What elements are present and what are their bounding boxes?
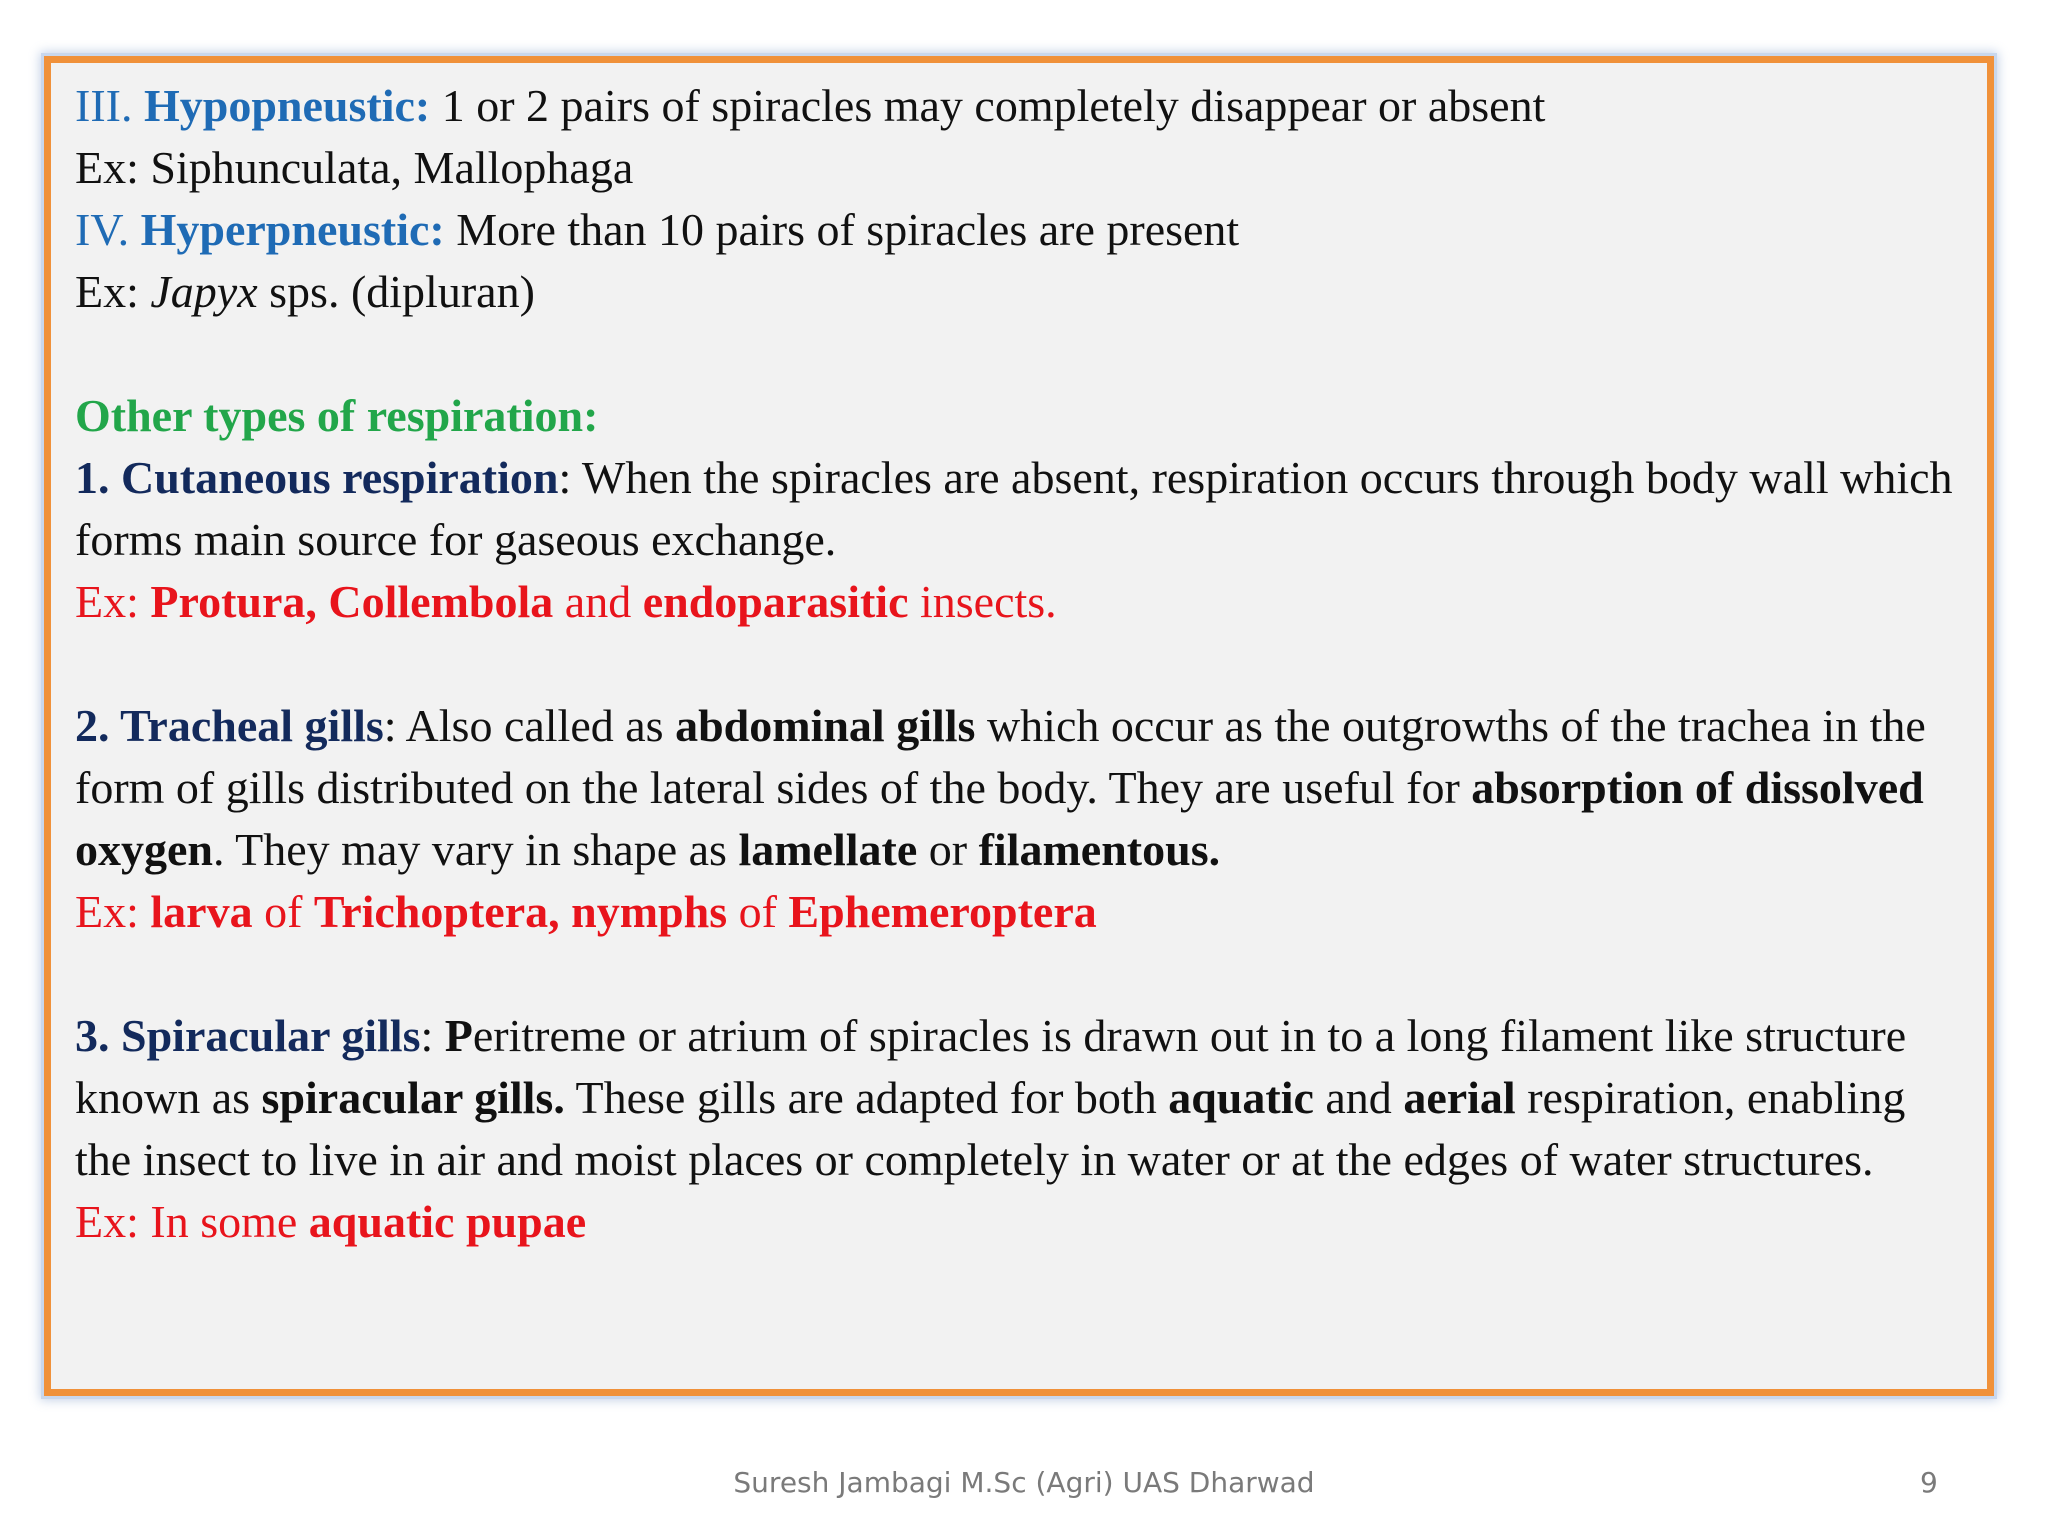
spiracular-ex-prefix: Ex: In some: [75, 1196, 309, 1247]
tracheal-ex-trichoptera: Trichoptera, nymphs: [313, 886, 728, 937]
spacer: [75, 943, 1967, 1005]
spiracular-bold-0: P: [444, 1010, 473, 1061]
spiracular-colon: :: [420, 1010, 445, 1061]
slide-content-box: [44, 56, 1994, 1396]
hyperpneustic-line: [75, 199, 1967, 261]
page-number: 9: [1920, 1466, 1938, 1499]
hyperpneustic-text: More than 10 pairs of spiracles are present: [444, 204, 1240, 255]
hyperpneustic-term: Hyperpneustic:: [140, 204, 445, 255]
tracheal-term: 2. Tracheal gills: [75, 700, 384, 751]
hypopneustic-example: Ex: Siphunculata, Mallophaga: [75, 142, 634, 193]
tracheal-ex-larva: larva: [150, 886, 253, 937]
hypopneustic-term: Hypopneustic:: [143, 80, 431, 131]
other-types-heading: Other types of respiration:: [75, 390, 599, 441]
genus-name: Japyx: [150, 266, 258, 317]
example-suffix: sps. (dipluran): [257, 266, 535, 317]
cutaneous-ex-suffix: insects.: [908, 576, 1057, 627]
spiracular-bold-1: spiracular gills.: [261, 1072, 565, 1123]
cutaneous-paragraph: [75, 447, 1967, 571]
spacer: [75, 633, 1967, 695]
tracheal-paragraph: [75, 695, 1967, 881]
cutaneous-example: [75, 571, 1967, 633]
tracheal-text-1: : Also called as: [383, 700, 676, 751]
tracheal-bold-4: filamentous.: [978, 824, 1221, 875]
hypopneustic-line: [75, 75, 1967, 137]
cutaneous-ex-prefix: Ex:: [75, 576, 151, 627]
footer-author: Suresh Jambagi M.Sc (Agri) UAS Dharwad: [733, 1466, 1315, 1499]
spiracular-paragraph: [75, 1005, 1967, 1191]
numeral-iv: IV.: [75, 204, 141, 255]
spacer: [75, 323, 1967, 385]
cutaneous-ex-mid: and: [553, 576, 643, 627]
spiracular-example: [75, 1191, 1967, 1253]
tracheal-ex-of-1: of: [252, 886, 314, 937]
cutaneous-text: : When the spiracles are absent, respiration occurs through body wall which forms main source for gaseous exchange.: [75, 452, 1953, 565]
numeral-iii: III.: [75, 80, 144, 131]
hyperpneustic-example: [75, 261, 1967, 323]
spiracular-text-1: eritreme or atrium of spiracles is drawn out in to a long filament like structure known as: [75, 1010, 1907, 1123]
spiracular-text-3: and: [1313, 1072, 1404, 1123]
hypopneustic-text: 1 or 2 pairs of spiracles may completely disappear or absent: [430, 80, 1546, 131]
tracheal-example: [75, 881, 1967, 943]
spiracular-bold-2: aquatic: [1168, 1072, 1314, 1123]
slide-body: [75, 75, 1967, 1253]
tracheal-text-4: or: [917, 824, 979, 875]
tracheal-bold-1: abdominal gills: [675, 700, 976, 751]
tracheal-ex-prefix: Ex:: [75, 886, 151, 937]
spiracular-text-4: respiration, enabling the insect to live in air and moist places or completely in water or at the edges of water structures.: [75, 1072, 1906, 1185]
spiracular-bold-3: aerial: [1403, 1072, 1516, 1123]
tracheal-text-2: which occur as the outgrowths of the trachea in the form of gills distributed on the lateral sides of the body. They are useful for: [75, 700, 1926, 813]
tracheal-bold-3: lamellate: [738, 824, 918, 875]
example-prefix: Ex:: [75, 266, 151, 317]
cutaneous-term: 1. Cutaneous respiration: [75, 452, 559, 503]
spiracular-term: 3. Spiracular gills: [75, 1010, 421, 1061]
tracheal-ex-ephemeroptera: Ephemeroptera: [788, 886, 1097, 937]
tracheal-ex-of-2: of: [727, 886, 789, 937]
cutaneous-ex-endoparasitic: endoparasitic: [642, 576, 909, 627]
tracheal-text-3: . They may vary in shape as: [213, 824, 739, 875]
spiracular-ex-aquatic-pupae: aquatic pupae: [308, 1196, 587, 1247]
spiracular-text-2: These gills are adapted for both: [564, 1072, 1169, 1123]
tracheal-bold-2: absorption of dissolved oxygen: [75, 762, 1924, 875]
cutaneous-ex-taxa: Protura, Collembola: [150, 576, 554, 627]
